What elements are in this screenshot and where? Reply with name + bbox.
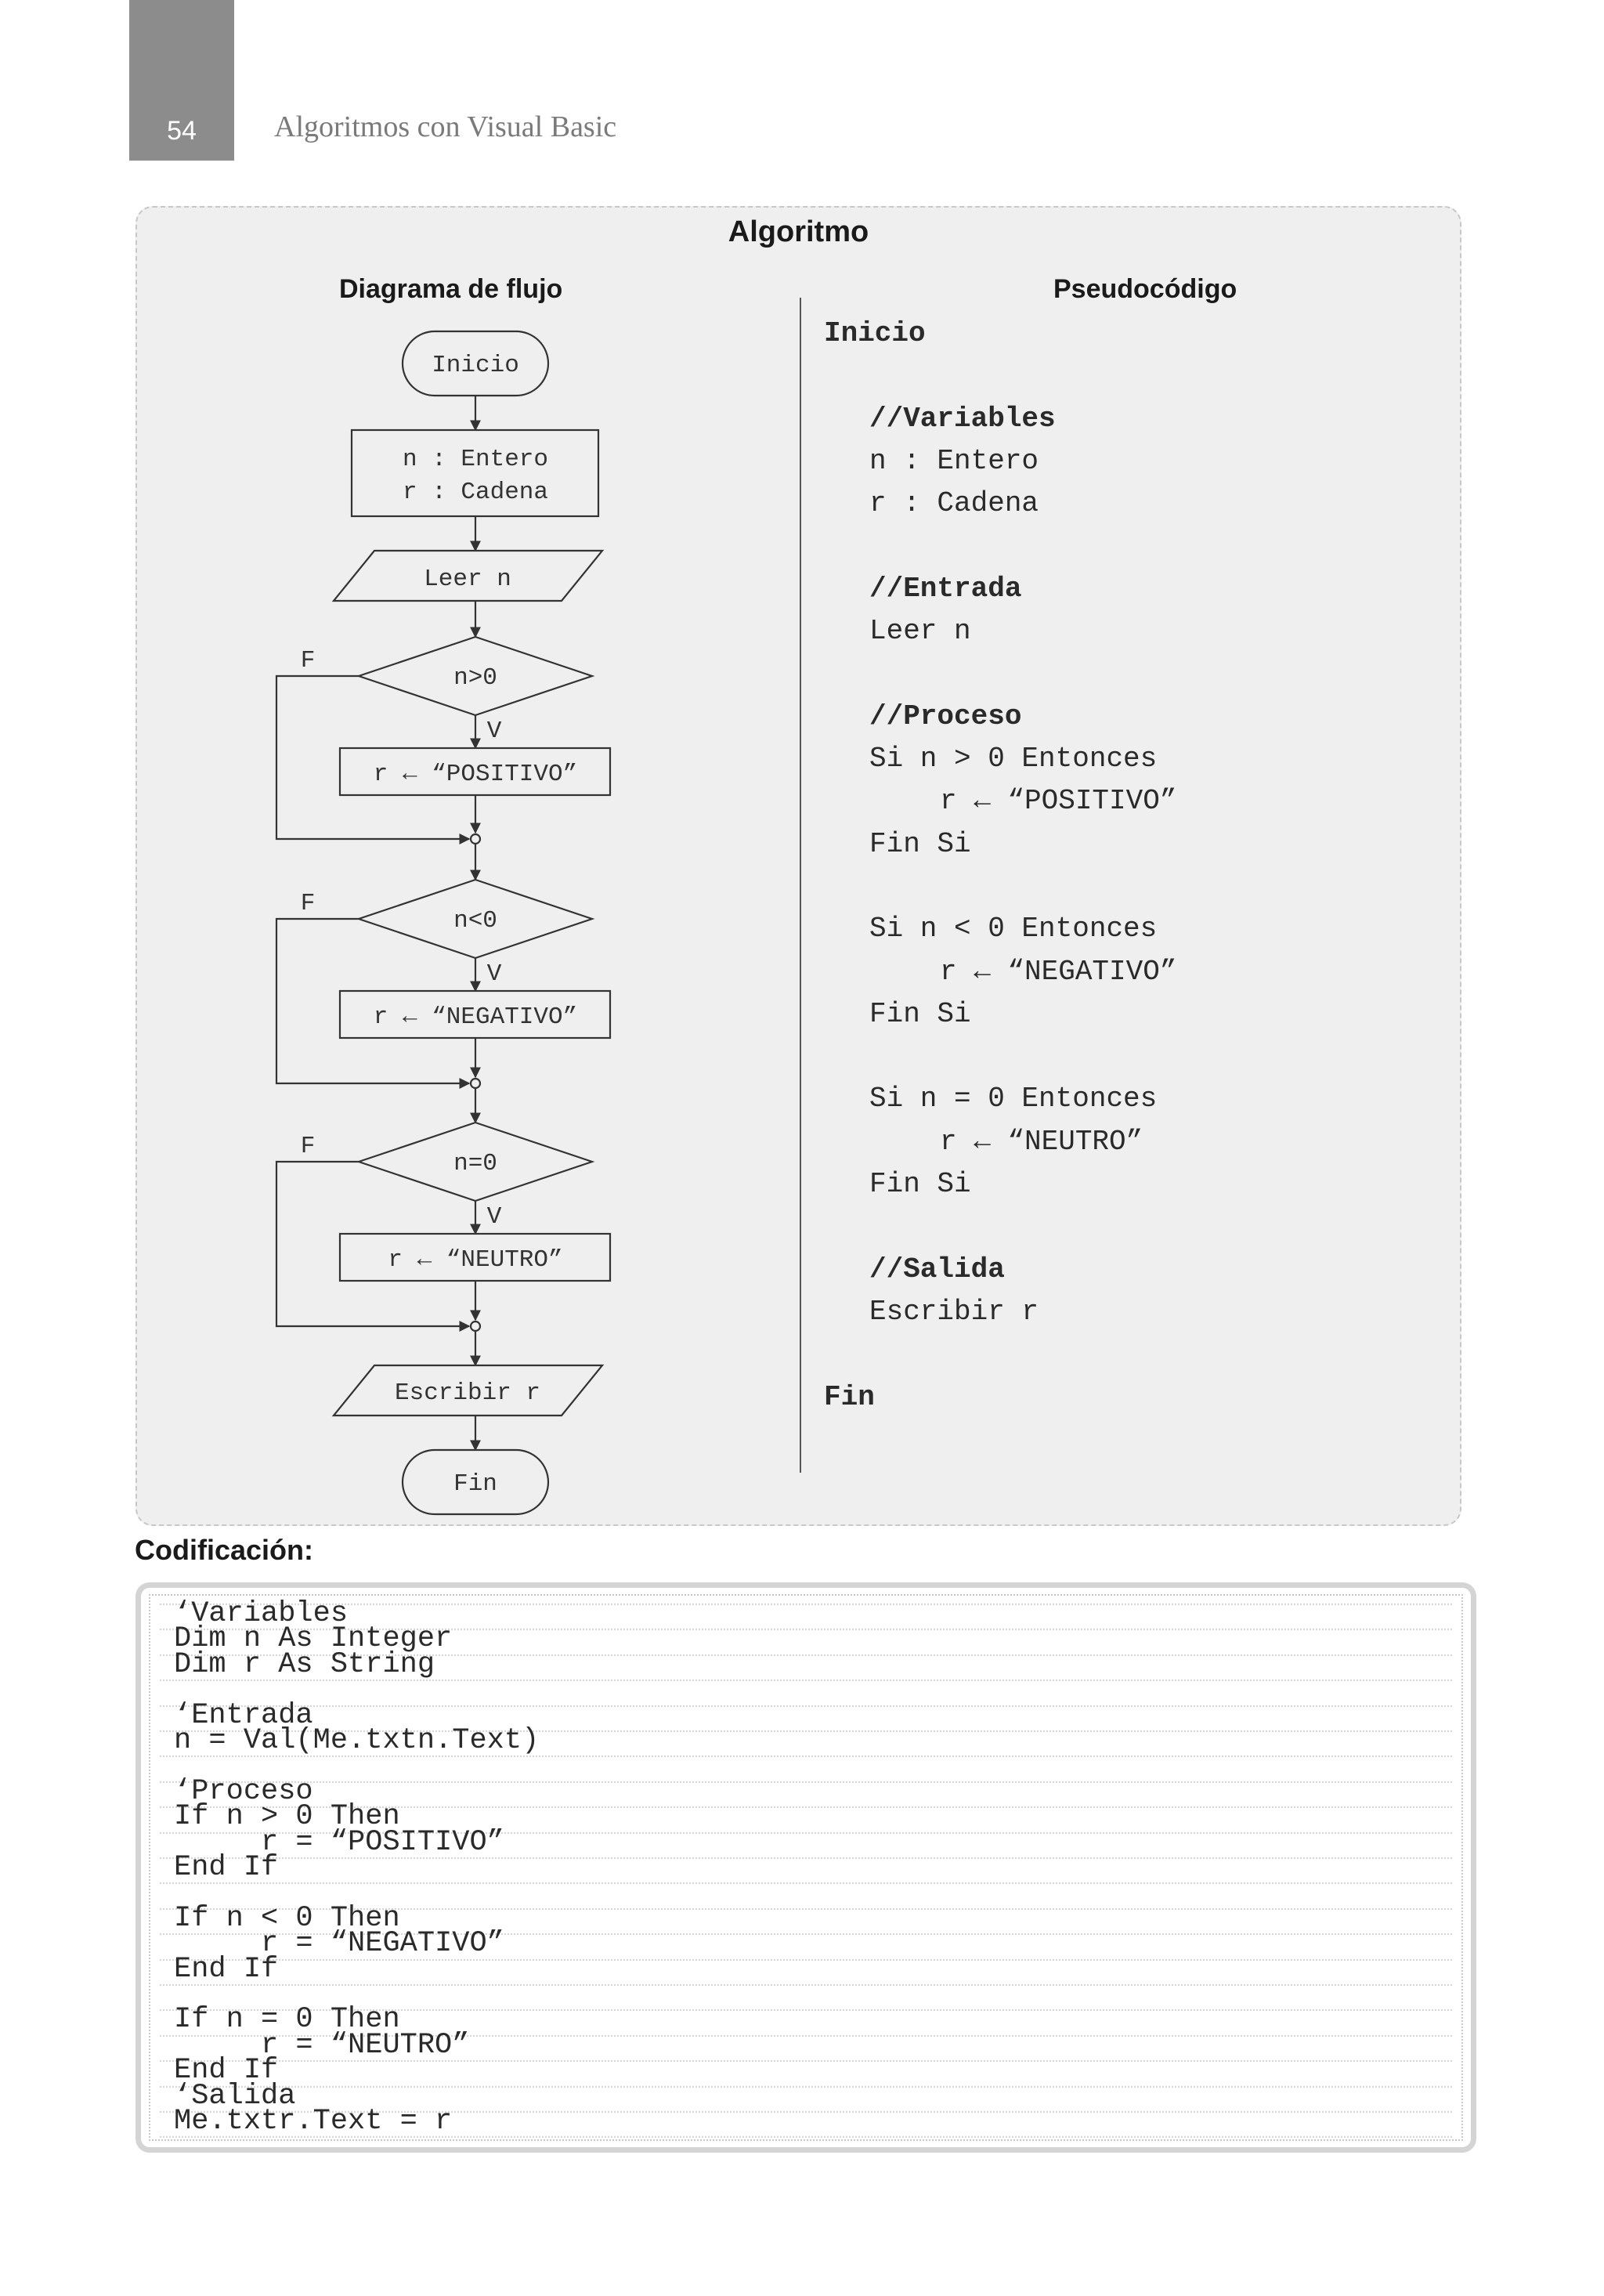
ruled-line <box>160 2086 1452 2088</box>
pseudocode-line: r ← “NEUTRO” <box>940 1125 1143 1158</box>
code-line: End If <box>174 1952 279 1986</box>
pseudocode-line: Si n > 0 Entonces <box>869 743 1158 775</box>
cond-1-label: n>0 <box>453 664 497 692</box>
merge-node-2 <box>471 1079 480 1088</box>
code-line: If n > 0 Then <box>174 1800 400 1834</box>
code-line: End If <box>174 2054 279 2088</box>
flowchart-title: Diagrama de flujo <box>339 274 563 304</box>
pseudocode-line: Escribir r <box>869 1295 1039 1328</box>
pseudocode-line: //Entrada <box>869 572 1022 605</box>
ruled-line <box>160 1604 1452 1605</box>
flowchart-diagram <box>137 208 795 1524</box>
pseudocode-line: r : Cadena <box>869 487 1039 520</box>
pseudocode-line: Si n = 0 Entonces <box>869 1083 1158 1115</box>
code-line: ‘Entrada <box>174 1698 313 1732</box>
code-line: n = Val(Me.txtn.Text) <box>174 1724 540 1757</box>
pseudocode-line: //Variables <box>869 402 1056 435</box>
pseudocode-line: //Proceso <box>869 700 1022 732</box>
code-line: ‘Salida <box>174 2079 296 2113</box>
code-line: Dim n As Integer <box>174 1622 453 1656</box>
pseudocode-line: Inicio <box>824 317 926 349</box>
end-label: Fin <box>453 1470 497 1498</box>
code-line: ‘Variables <box>174 1597 349 1630</box>
algorithm-panel <box>135 206 1461 1526</box>
pseudocode-line: r ← “NEGATIVO” <box>940 955 1177 988</box>
ruled-line <box>160 1984 1452 1986</box>
true-label-2: V <box>486 960 502 988</box>
pseudocode-line: n : Entero <box>869 444 1039 477</box>
code-line: r = “POSITIVO” <box>174 1825 504 1859</box>
code-line: r = “NEGATIVO” <box>174 1927 504 1961</box>
running-header: Algoritmos con Visual Basic <box>274 110 617 143</box>
ruled-line <box>160 1705 1452 1707</box>
pseudocode-line: Fin Si <box>869 997 971 1030</box>
pseudocode-line: Leer n <box>869 615 971 648</box>
pseudocode-title: Pseudocódigo <box>1053 274 1237 304</box>
code-line: If n = 0 Then <box>174 2003 400 2037</box>
true-label-1: V <box>486 718 502 745</box>
output-label: Escribir r <box>394 1379 541 1407</box>
column-divider <box>800 298 801 1473</box>
false-label-3: F <box>300 1133 316 1160</box>
code-line: If n < 0 Then <box>174 1901 400 1935</box>
code-line: r = “NEUTRO” <box>174 2028 470 2062</box>
assign-3-label: r ← “NEUTRO” <box>388 1246 563 1274</box>
code-line: Dim r As String <box>174 1647 435 1681</box>
input-label: Leer n <box>424 566 511 593</box>
assign-2-label: r ← “NEGATIVO” <box>373 1003 578 1031</box>
cond-2-label: n<0 <box>453 907 497 935</box>
ruled-line <box>160 1882 1452 1884</box>
code-line: Me.txtr.Text = r <box>174 2105 453 2138</box>
code-listing <box>149 1594 1463 2141</box>
cond-3-label: n=0 <box>453 1150 497 1177</box>
algorithm-title: Algoritmo <box>728 215 869 248</box>
false-label-1: F <box>300 647 316 674</box>
assign-1-label: r ← “POSITIVO” <box>373 761 578 788</box>
ruled-line <box>160 1781 1452 1783</box>
page-number: 54 <box>167 116 197 146</box>
code-line: End If <box>174 1851 279 1884</box>
pseudocode-line: r ← “POSITIVO” <box>940 785 1177 818</box>
page-number-tab <box>129 0 234 161</box>
false-label-2: F <box>300 890 316 917</box>
decl-line-2: r : Cadena <box>402 479 549 506</box>
code-panel <box>135 1582 1476 2153</box>
codificacion-title: Codificación: <box>135 1534 314 1566</box>
pseudocode-line: Fin <box>824 1380 875 1413</box>
true-label-3: V <box>486 1203 502 1231</box>
merge-node-3 <box>471 1322 480 1331</box>
pseudocode-line: Fin Si <box>869 1168 971 1200</box>
pseudocode-line: Fin Si <box>869 827 971 860</box>
start-label: Inicio <box>432 352 519 379</box>
pseudocode-line: //Salida <box>869 1253 1005 1285</box>
decl-line-1: n : Entero <box>402 446 549 473</box>
merge-node-1 <box>471 834 480 844</box>
pseudocode-line: Si n < 0 Entonces <box>869 913 1158 946</box>
code-line: ‘Proceso <box>174 1774 313 1808</box>
